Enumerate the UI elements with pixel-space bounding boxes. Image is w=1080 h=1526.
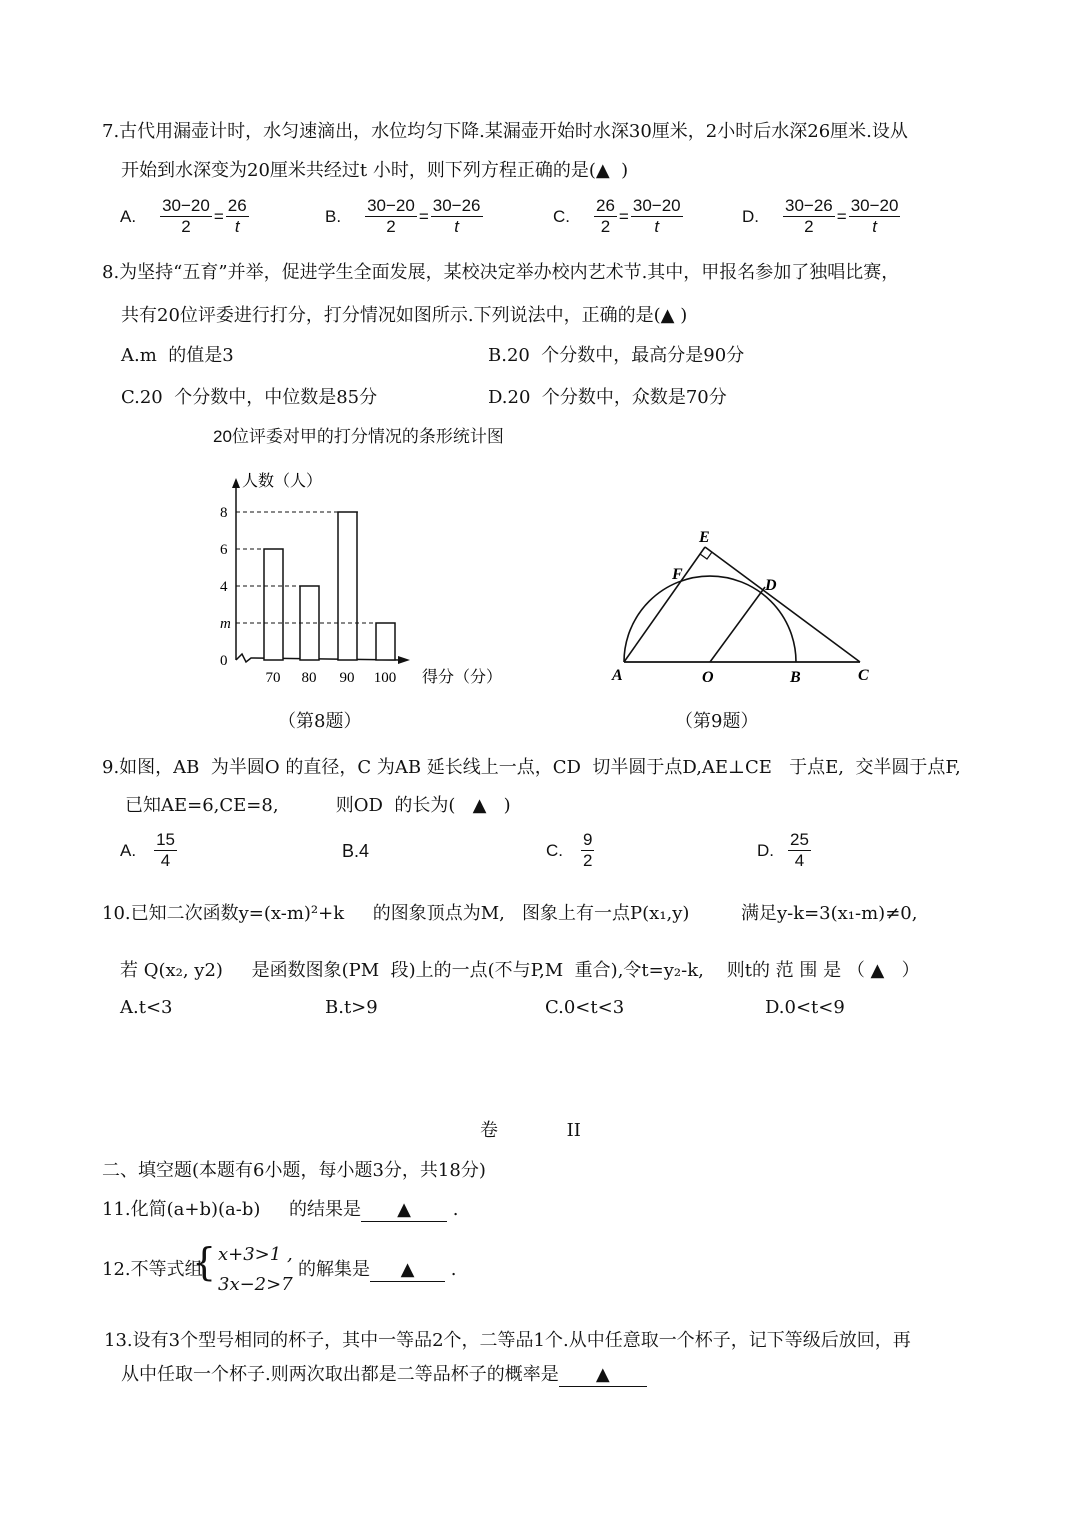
q10-option-b: B.t>9 bbox=[325, 997, 378, 1018]
line-ae bbox=[624, 547, 705, 662]
y-tick-label: 6 bbox=[220, 542, 228, 558]
x-tick-label: 70 bbox=[265, 670, 281, 686]
q7-option-a bbox=[120, 196, 251, 237]
q10-option-c: C.0<t<3 bbox=[545, 997, 625, 1018]
denominator: 4 bbox=[160, 851, 171, 870]
denominator: 2 bbox=[583, 851, 593, 870]
x-axis-label: 得分（分） bbox=[422, 669, 503, 686]
denominator: 4 bbox=[794, 851, 805, 870]
q10-option-d: D.0<t<9 bbox=[765, 997, 845, 1018]
q9-line1: 9.如图，AB 为半圆O 的直径，C 为AB 延长线上一点，CD 切半圆于点D,AE⊥CE 于点E, 交半圆于点F, bbox=[102, 757, 961, 778]
numerator: 30−20 bbox=[850, 196, 899, 215]
numerator: 9 bbox=[583, 830, 593, 849]
denominator: 2 bbox=[181, 217, 191, 236]
q10-option-a: A.t<3 bbox=[120, 997, 173, 1018]
label-e: E bbox=[699, 529, 710, 546]
q8-option-c: C.20 个分数中，中位数是85分 bbox=[121, 387, 378, 408]
numerator: 30−26 bbox=[785, 196, 833, 215]
answer-blank[interactable]: ▲ bbox=[370, 1259, 445, 1282]
option-label: D. bbox=[757, 840, 774, 860]
q8-option-a: A.m 的值是3 bbox=[121, 345, 234, 366]
label-a: A bbox=[612, 667, 623, 684]
numerator: 26 bbox=[596, 196, 615, 215]
q7-line2: 开始到水深变为20厘米共经过t 小时，则下列方程正确的是(▲ ) bbox=[121, 160, 629, 181]
bar bbox=[264, 549, 283, 660]
denominator: 2 bbox=[804, 217, 814, 236]
numerator: 25 bbox=[790, 830, 809, 849]
answer-blank[interactable]: ▲ bbox=[361, 1199, 447, 1222]
q12-prefix: 12.不等式组 bbox=[102, 1259, 203, 1280]
q7-option-d bbox=[742, 196, 902, 237]
y-axis-arrow-icon bbox=[232, 478, 240, 488]
option-label: D. bbox=[742, 206, 759, 226]
fig9-caption: （第9题） bbox=[675, 711, 759, 732]
x-tick-label: 90 bbox=[339, 670, 355, 686]
numerator: 26 bbox=[227, 196, 247, 215]
y-axis-label: 人数（人） bbox=[242, 473, 323, 490]
x-tick-label: 80 bbox=[301, 670, 317, 686]
q9-option-c bbox=[546, 830, 596, 871]
numerator: 30−26 bbox=[432, 196, 481, 215]
line-od bbox=[710, 587, 765, 662]
brace-icon: { bbox=[192, 1240, 217, 1284]
label-f: F bbox=[672, 566, 683, 583]
denominator: 2 bbox=[600, 217, 611, 236]
geometry-figure bbox=[600, 520, 890, 695]
equals-sign: = bbox=[213, 206, 224, 226]
q8-line2: 共有20位评委进行打分，打分情况如图所示.下列说法中，正确的是(▲ ) bbox=[121, 305, 688, 326]
label-b: B bbox=[790, 669, 801, 686]
q10-line2: 若 Q(x₂, y2) 是函数图象(PM 段)上的一点(不与P,M 重合),令t=y₂-k, 则t的 范 围 是 （ ▲ ） bbox=[120, 960, 920, 981]
option-label: C. bbox=[546, 840, 563, 860]
y-tick-label: 8 bbox=[220, 505, 228, 521]
x-tick-label: 100 bbox=[373, 670, 397, 686]
q9-option-b: B.4 bbox=[342, 841, 370, 861]
option-label: C. bbox=[553, 206, 570, 226]
label-o: O bbox=[702, 669, 714, 686]
q11-text: 11.化简(a+b)(a-b) 的结果是 bbox=[102, 1199, 361, 1220]
bar bbox=[338, 512, 357, 660]
q12-answer bbox=[298, 1259, 456, 1282]
bar-chart bbox=[200, 460, 520, 700]
q11 bbox=[102, 1199, 458, 1222]
label-d: D bbox=[765, 577, 777, 594]
q8-line1: 8.为坚持“五育”并举，促进学生全面发展，某校决定举办校内艺术节.其中，甲报名参加了独唱比赛， bbox=[102, 262, 900, 283]
answer-blank[interactable]: ▲ bbox=[559, 1364, 647, 1387]
q9-option-a bbox=[120, 830, 179, 871]
q10-line1: 10.已知二次函数y=(x-m)²+k 的图象顶点为M, 图象上有一点P(x₁,y) 满足y-k=3(x₁-m)≠0, bbox=[102, 903, 918, 924]
q13-text: 从中任取一个杯子.则两次取出都是二等品杯子的概率是 bbox=[121, 1364, 559, 1385]
q12-suffix: 的解集是 bbox=[298, 1259, 370, 1280]
q9-option-d bbox=[757, 830, 813, 871]
right-angle-mark bbox=[700, 552, 712, 559]
chart-title: 20位评委对甲的打分情况的条形统计图 bbox=[213, 427, 504, 446]
y-tick-label: m bbox=[220, 616, 231, 632]
option-label: B. bbox=[325, 206, 342, 226]
numerator: 30−20 bbox=[632, 196, 681, 215]
denominator: t bbox=[872, 217, 877, 236]
denominator: t bbox=[454, 217, 459, 236]
q8-option-b: B.20 个分数中，最高分是90分 bbox=[488, 345, 745, 366]
x-axis-arrow-icon bbox=[398, 656, 410, 664]
option-label: A. bbox=[120, 840, 137, 860]
section-title: 卷 II bbox=[480, 1120, 581, 1141]
section-heading: 二、填空题(本题有6小题，每小题3分，共18分) bbox=[102, 1160, 486, 1181]
q7-option-c bbox=[553, 196, 685, 237]
numerator: 30−20 bbox=[367, 196, 415, 215]
q13-line1: 13.设有3个型号相同的杯子，其中一等品2个，二等品1个.从中任意取一个杯子，记下等级后放回，再 bbox=[104, 1330, 911, 1351]
q12-inequality-1: x+3>1 , bbox=[218, 1244, 293, 1265]
fig8-caption: （第8题） bbox=[278, 711, 362, 732]
denominator: 2 bbox=[386, 217, 396, 236]
denominator: t bbox=[234, 217, 240, 236]
option-label: A. bbox=[120, 206, 137, 226]
q12-inequality-2: 3x−2>7 bbox=[218, 1274, 293, 1295]
q9-line2: 已知AE=6,CE=8, 则OD 的长为( ▲ ) bbox=[125, 795, 511, 816]
y-tick-label: 0 bbox=[220, 653, 228, 669]
line-ec bbox=[705, 547, 860, 662]
equals-sign: = bbox=[836, 206, 847, 226]
equals-sign: = bbox=[418, 206, 429, 226]
numerator: 30−20 bbox=[162, 196, 210, 215]
y-tick-label: 4 bbox=[220, 579, 228, 595]
equals-sign: = bbox=[618, 206, 629, 226]
q7-option-b bbox=[325, 196, 485, 237]
q8-option-d: D.20 个分数中，众数是70分 bbox=[488, 387, 727, 408]
bar bbox=[376, 623, 395, 660]
label-c: C bbox=[858, 667, 869, 684]
q13-line2 bbox=[121, 1364, 647, 1387]
numerator: 15 bbox=[156, 830, 175, 849]
q12-end: . bbox=[445, 1259, 457, 1280]
q7-line1: 7.古代用漏壶计时，水匀速滴出，水位均匀下降.某漏壶开始时水深30厘米，2小时后水深26厘米.设从 bbox=[102, 121, 908, 142]
q11-end: . bbox=[447, 1199, 459, 1220]
denominator: t bbox=[654, 217, 660, 236]
